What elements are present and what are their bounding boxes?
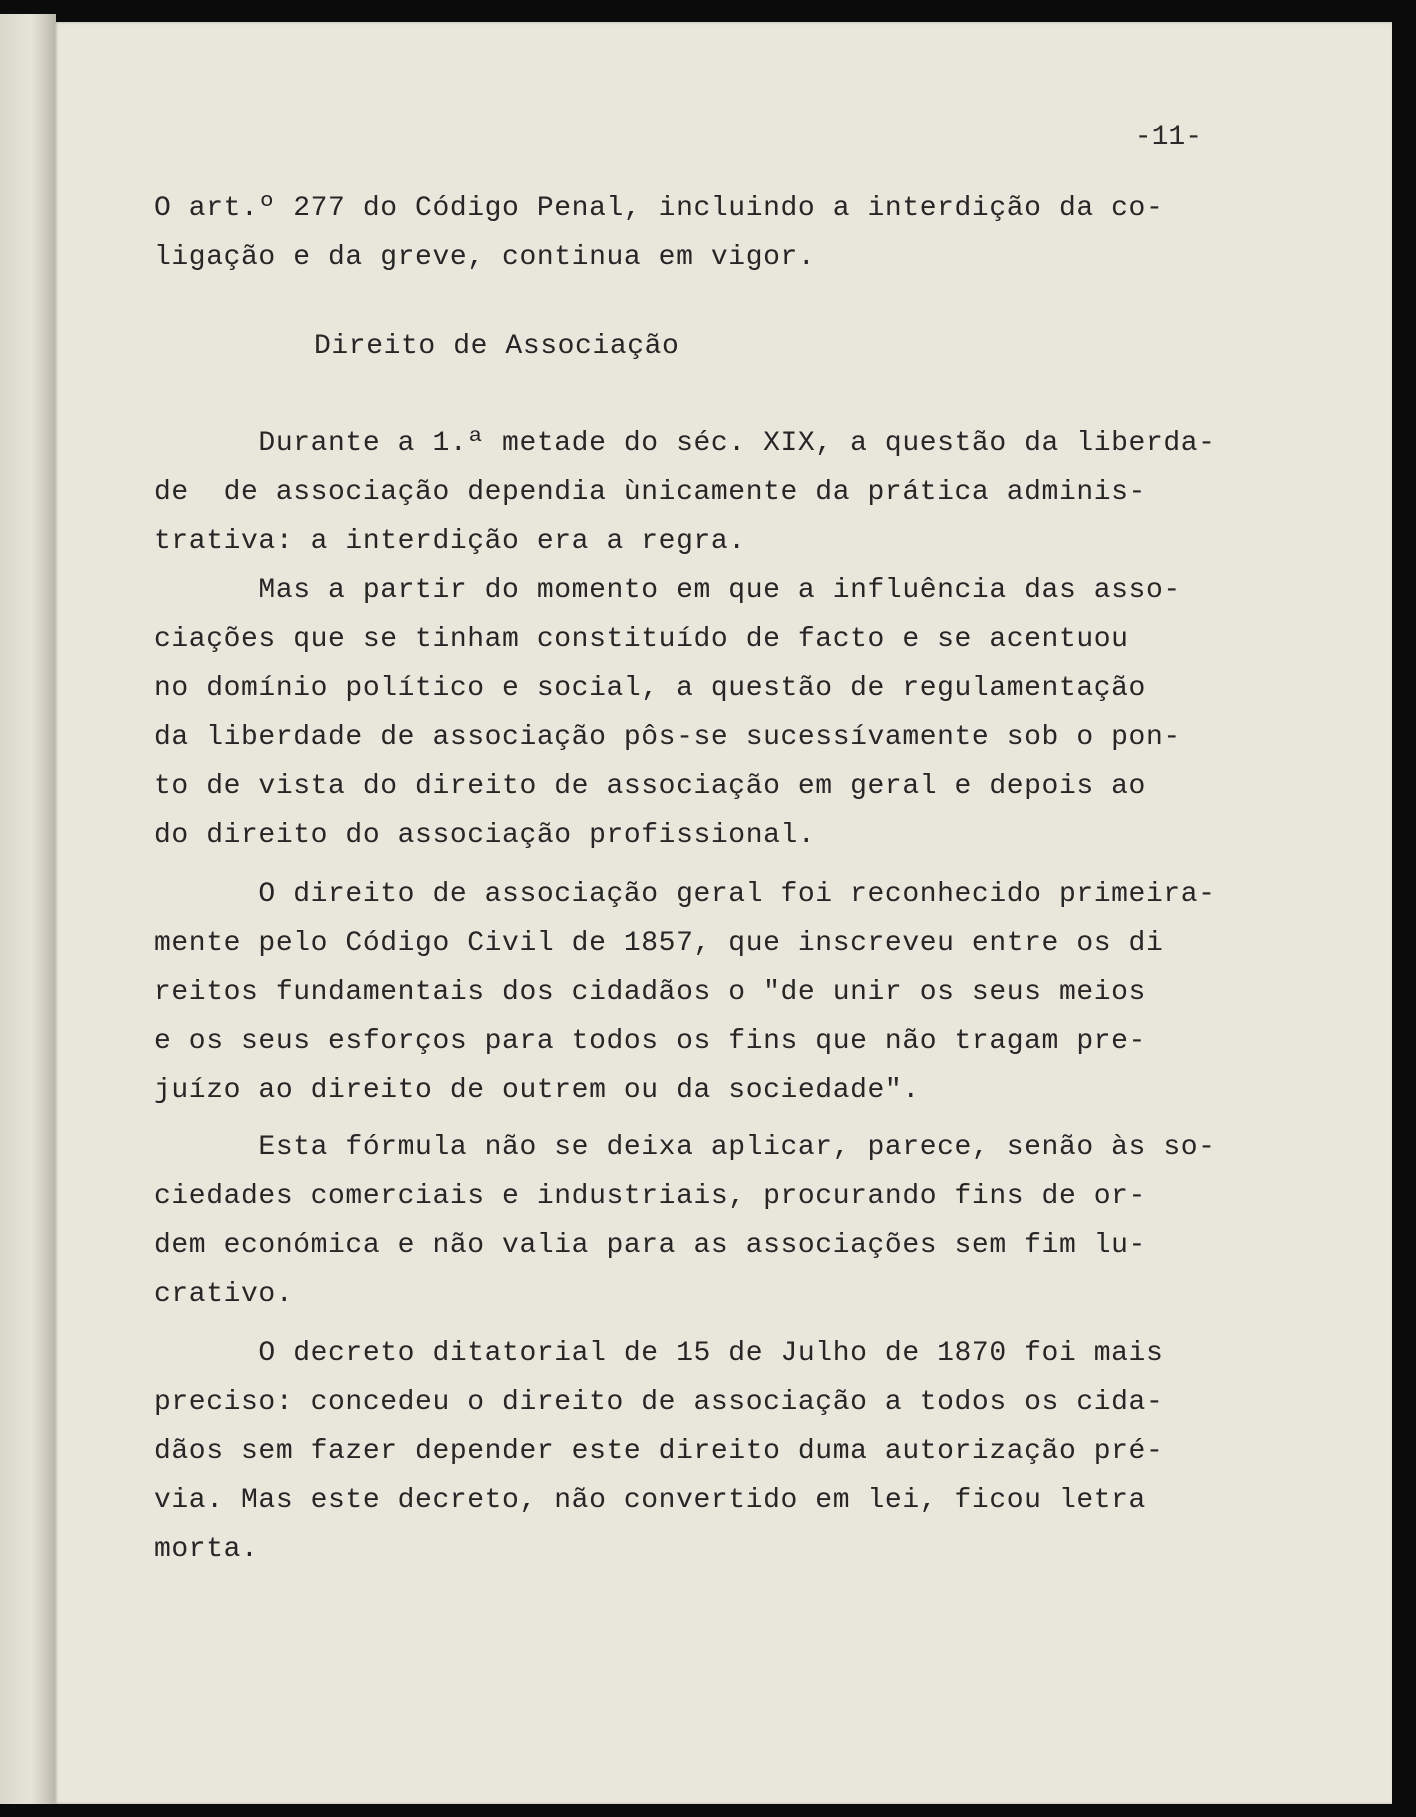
text-line: morta. <box>154 1534 259 1565</box>
text-line: juízo ao direito de outrem ou da sociedade". <box>154 1075 920 1106</box>
text-line: O decreto ditatorial de 15 de Julho de 1870 foi mais <box>154 1338 1164 1369</box>
text-line: Durante a 1.ª metade do séc. XIX, a questão da liberda- <box>154 428 1216 459</box>
text-line: to de vista do direito de associação em geral e depois ao <box>154 771 1146 802</box>
document-body <box>154 184 1254 1574</box>
paragraph-formula <box>154 1123 1254 1319</box>
paragraph-gap <box>154 282 1254 322</box>
paragraph-gap <box>154 1319 1254 1329</box>
text-line: ciedades comerciais e industriais, procurando fins de or- <box>154 1181 1146 1212</box>
text-line: do direito do associação profissional. <box>154 820 816 851</box>
text-line: O art.º 277 do Código Penal, incluindo a interdição da co- <box>154 193 1164 224</box>
text-line: preciso: concedeu o direito de associação a todos os cida- <box>154 1387 1164 1418</box>
paragraph-civil-code <box>154 870 1254 1115</box>
page-number: -11- <box>1134 122 1202 153</box>
text-line: O direito de associação geral foi reconhecido primeira- <box>154 879 1216 910</box>
text-line: no domínio político e social, a questão de regulamentação <box>154 673 1146 704</box>
text-line: e os seus esforços para todos os fins que não tragam pre- <box>154 1026 1146 1057</box>
text-line: ligação e da greve, continua em vigor. <box>154 242 816 273</box>
text-line: Esta fórmula não se deixa aplicar, parece, senão às so- <box>154 1132 1216 1163</box>
text-line: via. Mas este decreto, não convertido em lei, ficou letra <box>154 1485 1146 1516</box>
paragraph-gap <box>154 371 1254 419</box>
paragraph-gap <box>154 1115 1254 1123</box>
text-line: da liberdade de associação pôs-se sucessívamente sob o pon- <box>154 722 1181 753</box>
paragraph-first-half <box>154 419 1254 566</box>
text-line: ciações que se tinham constituído de facto e se acentuou <box>154 624 1129 655</box>
paragraph-gap <box>154 860 1254 870</box>
text-line: dem económica e não valia para as associações sem fim lu- <box>154 1230 1146 1261</box>
text-line: trativa: a interdição era a regra. <box>154 526 746 557</box>
text-line: de de associação dependia ùnicamente da prática adminis- <box>154 477 1146 508</box>
text-line: crativo. <box>154 1279 294 1310</box>
text-line: Mas a partir do momento em que a influência das asso- <box>154 575 1181 606</box>
text-line: dãos sem fazer depender este direito duma autorização pré- <box>154 1436 1164 1467</box>
paragraph-art-277 <box>154 184 1254 282</box>
text-line: mente pelo Código Civil de 1857, que inscreveu entre os di <box>154 928 1164 959</box>
section-heading <box>154 322 1254 371</box>
book-spine <box>0 14 56 1804</box>
section-heading-text: Direito de Associação <box>314 331 680 362</box>
document-page <box>54 22 1392 1804</box>
text-line: reitos fundamentais dos cidadãos o "de unir os seus meios <box>154 977 1146 1008</box>
paragraph-decree-1870 <box>154 1329 1254 1574</box>
paragraph-influence <box>154 566 1254 860</box>
